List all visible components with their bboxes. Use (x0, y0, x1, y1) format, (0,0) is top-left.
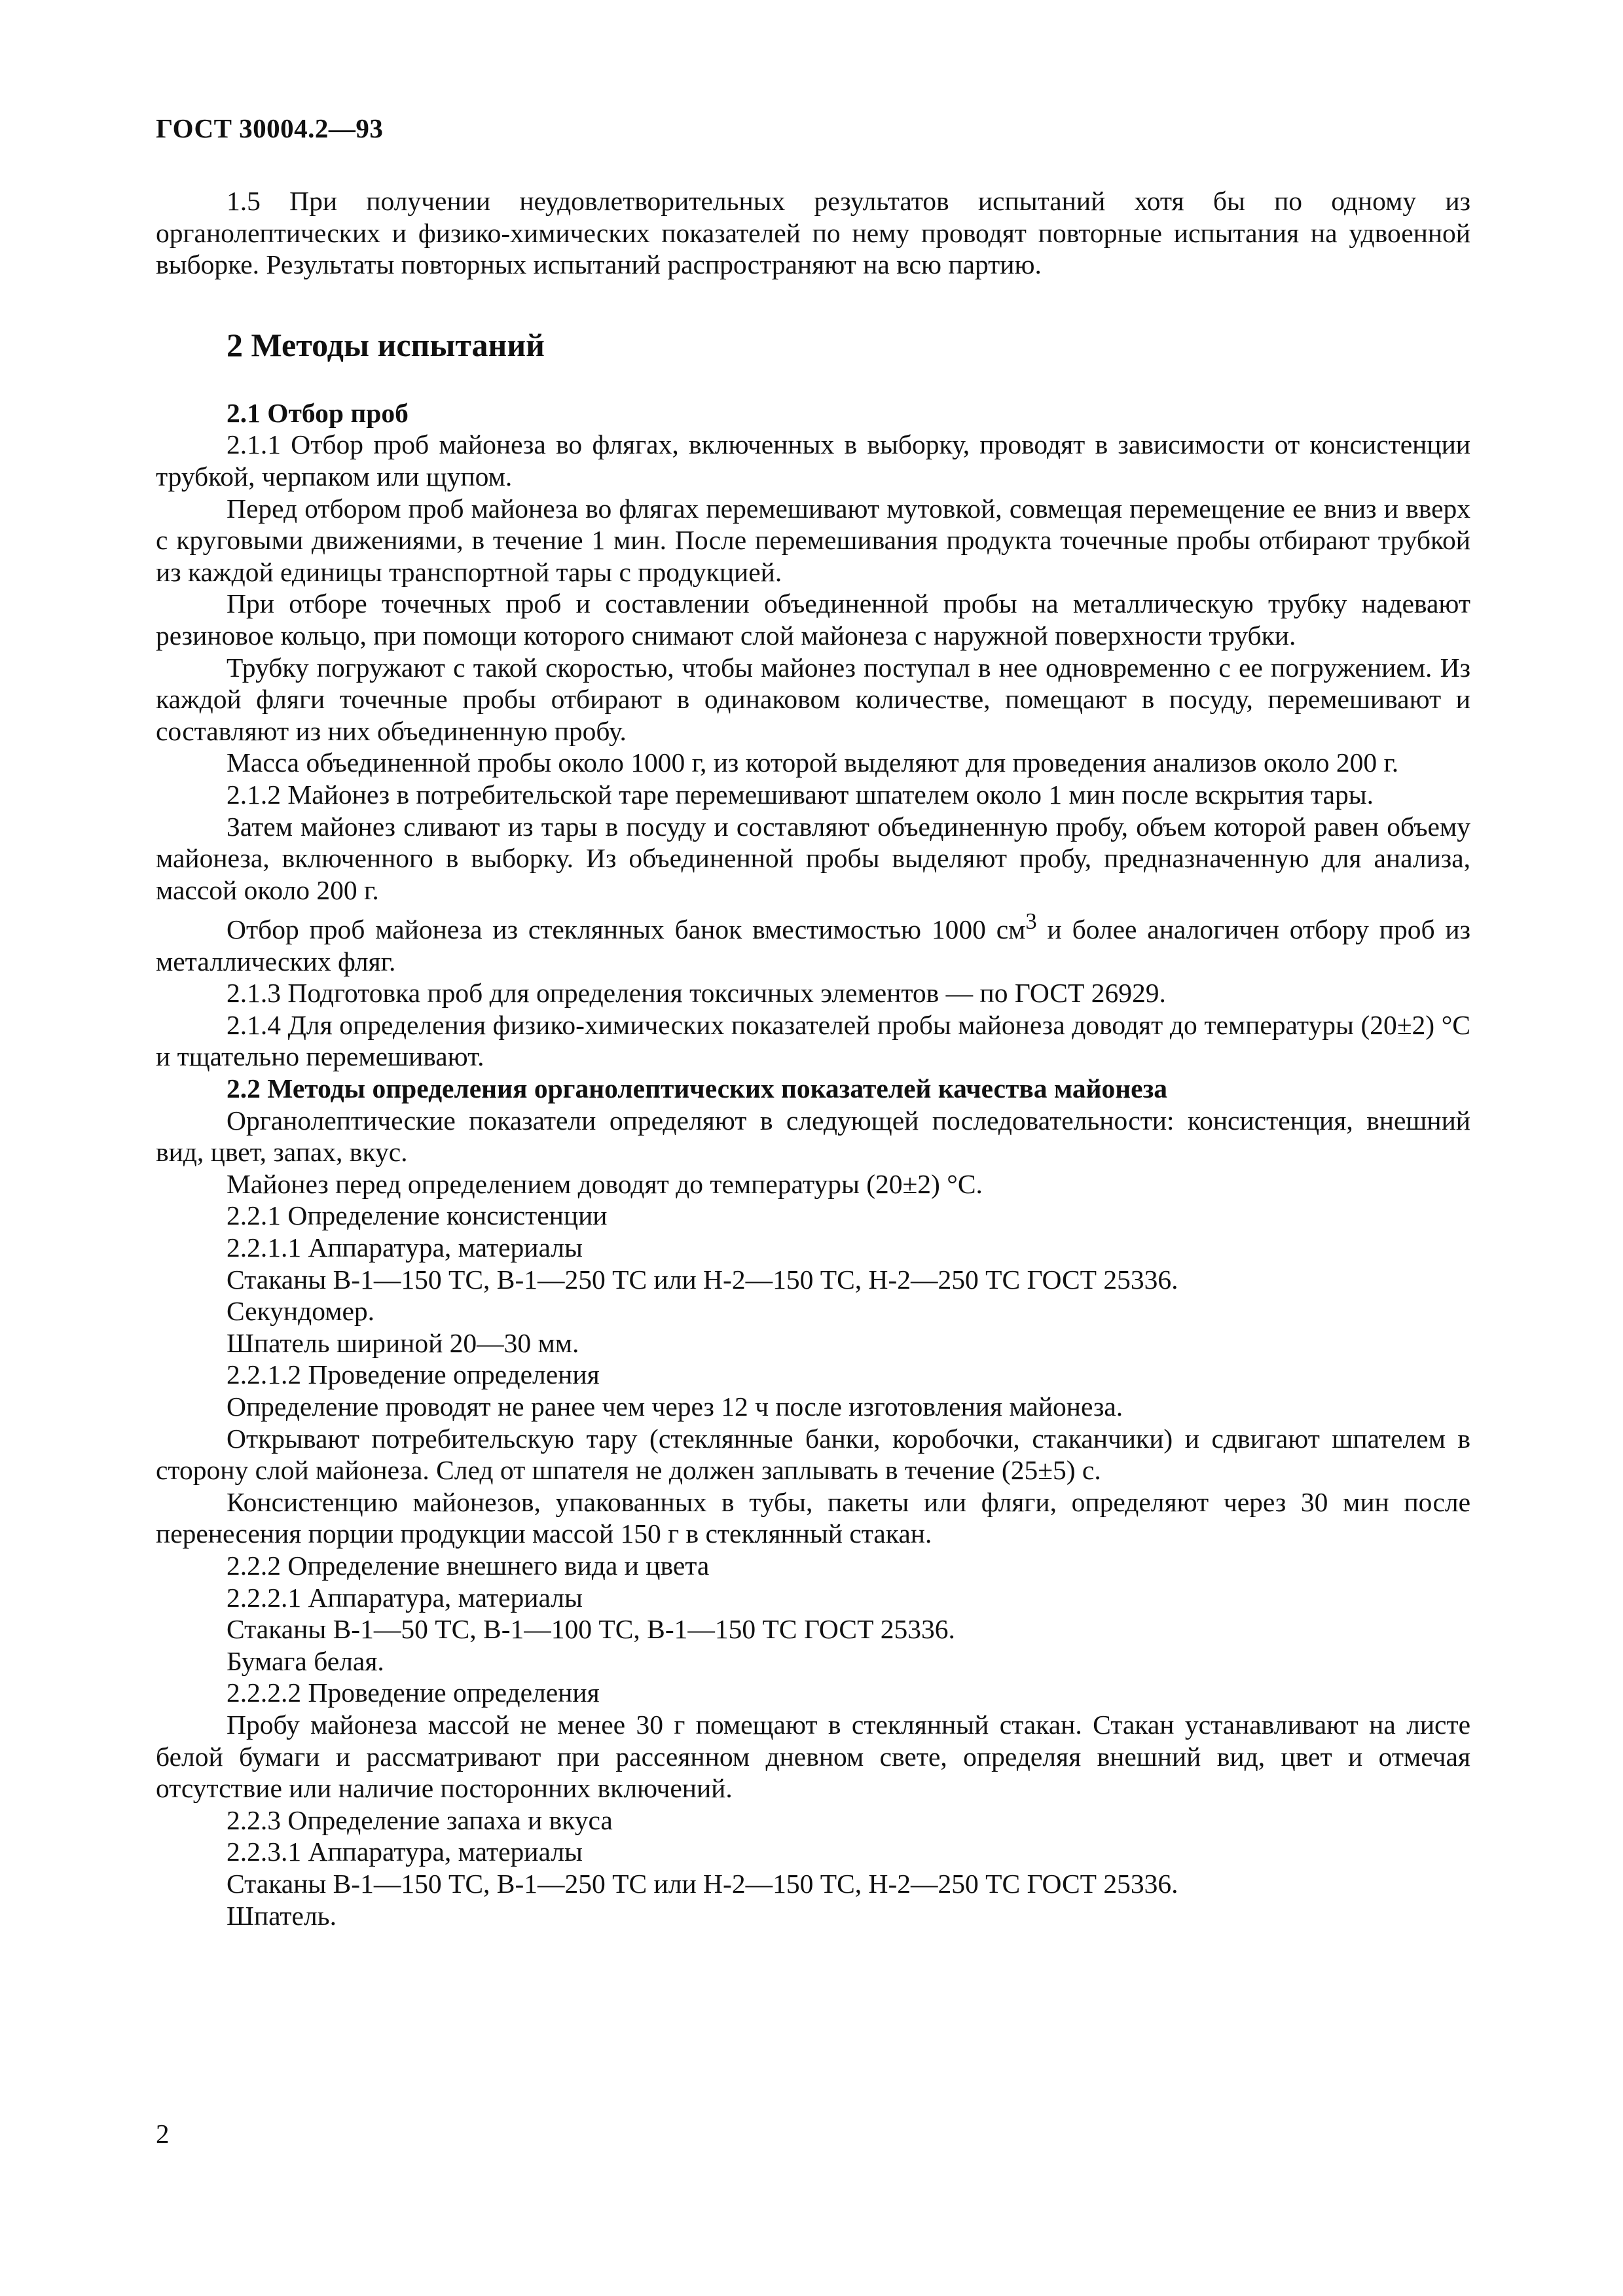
paragraph-2-1-2: 2.1.2 Майонез в потребительской таре перемешивают шпателем около 1 мин после вскрытия тары. (227, 779, 1374, 810)
section-2-title: 2 Методы испытаний (227, 326, 545, 363)
line-2-2-2: 2.2.2 Определение внешнего вида и цвета (227, 1550, 710, 1581)
paragraph-organoleptic: Органолептические показатели определяют в следующей последовательности: консистенция, внешний вид, цвет, запах, вкус. (156, 1105, 1470, 1168)
line-2-2-2-2: 2.2.2.2 Проведение определения (227, 1677, 600, 1708)
line-glasses-2: Стаканы В-1—50 ТС, В-1—100 ТС, В-1—150 ТС ГОСТ 25336. (227, 1614, 955, 1645)
doc-header-code: ГОСТ 30004.2—93 (156, 113, 384, 143)
paragraph-tube: Трубку погружают с такой скоростью, чтобы майонез поступал в нее одновременно с ее погружением. Из каждой фляги точечные пробы отбирают в одинаковом количестве, помещают в посуду, перемешивают и составляют из них объединенную пробу. (156, 652, 1470, 746)
paragraph-sample-mass: Масса объединенной пробы около 1000 г, из которой выделяют для проведения анализов около 200 г. (227, 747, 1399, 778)
paragraph-consistency: Консистенцию майонезов, упакованных в тубы, пакеты или фляги, определяют через 30 мин после перенесения порции продукции массой 150 г в стеклянный стакан. (156, 1486, 1470, 1549)
line-glasses-3: Стаканы В-1—150 ТС, В-1—250 ТС или Н-2—150 ТС, Н-2—250 ТС ГОСТ 25336. (227, 1868, 1178, 1899)
paragraph-glass-jars (156, 906, 1470, 977)
subsection-2-2-title: 2.2 Методы определения органолептических показателей качества майонеза (227, 1073, 1168, 1104)
line-stopwatch: Секундомер. (227, 1296, 375, 1327)
line-2-2-1-2: 2.2.1.2 Проведение определения (227, 1359, 600, 1390)
line-glasses-1: Стаканы В-1—150 ТС, В-1—250 ТС или Н-2—150 ТС, Н-2—250 ТС ГОСТ 25336. (227, 1264, 1178, 1295)
line-2-2-1-1: 2.2.1.1 Аппаратура, материалы (227, 1232, 583, 1263)
line-not-earlier: Определение проводят не ранее чем через 12 ч после изготовления майонеза. (227, 1391, 1123, 1422)
paragraph-1-5: 1.5 При получении неудовлетворительных результатов испытаний хотя бы по одному из органолептических и физико-химических показателей по нему проводят повторные испытания на удвоенной выборке. Результаты повторных испытаний распространяют на всю партию. (156, 186, 1470, 280)
line-temperature: Майонез перед определением доводят до температуры (20±2) °С. (227, 1168, 983, 1199)
line-spatula: Шпатель. (227, 1900, 337, 1931)
paragraph-mixing: Перед отбором проб майонеза во флягах перемешивают мутовкой, совмещая перемещение ее вниз и вверх с круговыми движениями, в течение 1 мин. После перемешивания продукта точечные пробы отбирают трубкой из каждой единицы транспортной тары с продукцией. (156, 493, 1470, 587)
paragraph-open-package: Открывают потребительскую тару (стеклянные банки, коробочки, стаканчики) и сдвигают шпателем в сторону слой майонеза. След от шпателя не должен заплывать в течение (25±5) с. (156, 1423, 1470, 1486)
paragraph-glass-jars-part-b: и более аналогичен отбору проб из металлических фляг. (156, 914, 1471, 977)
paragraph-2-1-1: 2.1.1 Отбор проб майонеза во флягах, включенных в выборку, проводят в зависимости от консистенции трубкой, черпаком или щупом. (156, 429, 1470, 492)
paragraph-sample-30g: Пробу майонеза массой не менее 30 г помещают в стеклянный стакан. Стакан устанавливают на листе белой бумаги и рассматривают при рассеянном дневном свете, определяя внешний вид, цвет и отмечая отсутствие или наличие посторонних включений. (156, 1709, 1470, 1804)
line-2-2-3-1: 2.2.3.1 Аппаратура, материалы (227, 1837, 583, 1867)
paragraph-2-1-4: 2.1.4 Для определения физико-химических показателей пробы майонеза доводят до температуры (20±2) °С и тщательно перемешивают. (156, 1009, 1470, 1072)
line-spatula-width: Шпатель шириной 20—30 мм. (227, 1327, 579, 1358)
page-number: 2 (156, 2119, 170, 2149)
subsection-2-1-title: 2.1 Отбор проб (227, 397, 409, 428)
line-2-2-3: 2.2.3 Определение запаха и вкуса (227, 1804, 613, 1835)
line-2-2-1: 2.2.1 Определение консистенции (227, 1200, 608, 1231)
line-2-2-2-1: 2.2.2.1 Аппаратура, материалы (227, 1582, 583, 1613)
document-body (156, 185, 1470, 1931)
paragraph-rubber-ring: При отборе точечных проб и составлении объединенной пробы на металлическую трубку надевают резиновое кольцо, при помощи которого снимают слой майонеза с наружной поверхности трубки. (156, 588, 1470, 651)
superscript-3: 3 (1025, 909, 1037, 935)
paragraph-2-1-3: 2.1.3 Подготовка проб для определения токсичных элементов — по ГОСТ 26929. (227, 978, 1166, 1009)
line-white-paper: Бумага белая. (227, 1645, 384, 1676)
paragraph-pour: Затем майонез сливают из тары в посуду и составляют объединенную пробу, объем которой равен объему майонеза, включенного в выборку. Из объединенной пробы выделяют пробу, предназначенную для анализа, массой около 200 г. (156, 811, 1470, 905)
paragraph-glass-jars-part-a: Отбор проб майонеза из стеклянных банок вместимостью 1000 см (227, 914, 1026, 945)
